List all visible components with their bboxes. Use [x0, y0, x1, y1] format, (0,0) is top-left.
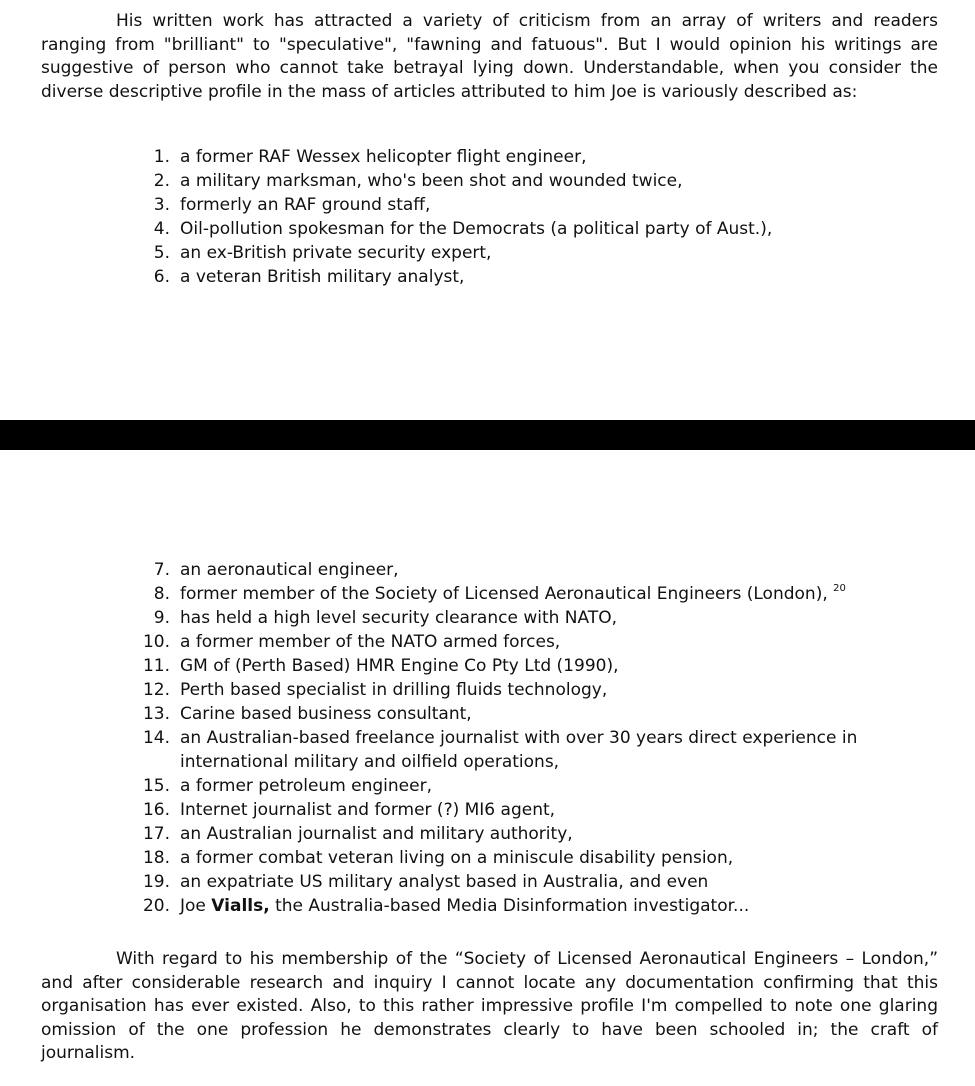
list-item: [130, 894, 945, 918]
list-item: [130, 870, 945, 894]
description-list-part1: [130, 145, 930, 289]
item-number: 10.: [142, 632, 170, 652]
item-text: an Australian-based freelance journalist with over 30 years direct experience in international military and oilfield operations,: [180, 728, 858, 772]
item-number: 16.: [142, 800, 170, 820]
list-item: [130, 846, 945, 870]
item-number: 5.: [153, 243, 170, 263]
list-item: [130, 654, 945, 678]
list-item: [130, 241, 930, 265]
footnote-marker: 20: [833, 583, 846, 594]
list-item: [130, 145, 930, 169]
list-item: [130, 726, 945, 774]
item-number: 14.: [142, 728, 170, 748]
item-text-bold: Vialls,: [211, 896, 270, 916]
item-text: GM of (Perth Based) HMR Engine Co Pty Ltd (1990),: [180, 656, 619, 676]
item-text: an Australian journalist and military authority,: [180, 824, 573, 844]
item-text: the Australia-based Media Disinformation investigator...: [269, 896, 750, 916]
item-text: a former petroleum engineer,: [180, 776, 432, 796]
list-item: [130, 558, 945, 582]
list-item: [130, 169, 930, 193]
list-item: [130, 265, 930, 289]
item-number: 1.: [153, 147, 170, 167]
item-text: former member of the Society of Licensed Aeronautical Engineers (London),: [180, 584, 828, 604]
page-break-bar: [0, 420, 975, 450]
item-number: 18.: [142, 848, 170, 868]
item-number: 12.: [142, 680, 170, 700]
item-number: 2.: [153, 171, 170, 191]
item-text: Internet journalist and former (?) MI6 agent,: [180, 800, 556, 820]
item-text: formerly an RAF ground staff,: [180, 195, 431, 215]
item-number: 19.: [142, 872, 170, 892]
item-text: a former combat veteran living on a miniscule disability pension,: [180, 848, 734, 868]
list-item: [130, 217, 930, 241]
item-number: 4.: [153, 219, 170, 239]
intro-paragraph: His written work has attracted a variety of criticism from an array of writers and readers ranging from "brilliant" to "speculative", "fawning and fatuous". But I would opinion his writings are suggestive of person who cannot take betrayal lying down. Understandable, when you consider the diverse descriptive profile in the mass of articles attributed to him Joe is variously described as:: [41, 11, 938, 102]
list-item: [130, 678, 945, 702]
item-number: 6.: [153, 267, 170, 287]
item-text: a former RAF Wessex helicopter flight engineer,: [180, 147, 587, 167]
item-number: 3.: [153, 195, 170, 215]
list-item: [130, 630, 945, 654]
item-number: 9.: [153, 608, 170, 628]
list-item: [130, 702, 945, 726]
item-text: an ex-British private security expert,: [180, 243, 492, 263]
item-number: 17.: [142, 824, 170, 844]
item-text: an aeronautical engineer,: [180, 560, 399, 580]
item-number: 20.: [142, 896, 170, 916]
item-text: a former member of the NATO armed forces,: [180, 632, 561, 652]
item-text: Perth based specialist in drilling fluids technology,: [180, 680, 608, 700]
item-number: 8.: [153, 584, 170, 604]
item-text: Oil-pollution spokesman for the Democrats (a political party of Aust.),: [180, 219, 773, 239]
list-item: [130, 606, 945, 630]
item-number: 7.: [153, 560, 170, 580]
item-text: Carine based business consultant,: [180, 704, 472, 724]
description-list-part2: [130, 558, 945, 918]
item-number: 11.: [142, 656, 170, 676]
item-text: a veteran British military analyst,: [180, 267, 465, 287]
item-number: 13.: [142, 704, 170, 724]
item-text: has held a high level security clearance with NATO,: [180, 608, 618, 628]
list-item: [130, 582, 945, 606]
list-item: [130, 822, 945, 846]
closing-paragraph: With regard to his membership of the “Society of Licensed Aeronautical Engineers – London,” and after considerable research and inquiry I cannot locate any documentation confirming that this organisation has ever existed. Also, to this rather impressive profile I'm compelled to note one glaring omission of the one profession he demonstrates clearly to have been schooled in; the craft of journalism.: [41, 949, 938, 1063]
list-item: [130, 774, 945, 798]
item-text: an expatriate US military analyst based in Australia, and even: [180, 872, 709, 892]
list-item: [130, 798, 945, 822]
item-text: a military marksman, who's been shot and wounded twice,: [180, 171, 683, 191]
item-text: Joe: [180, 896, 212, 916]
item-number: 15.: [142, 776, 170, 796]
list-item: [130, 193, 930, 217]
